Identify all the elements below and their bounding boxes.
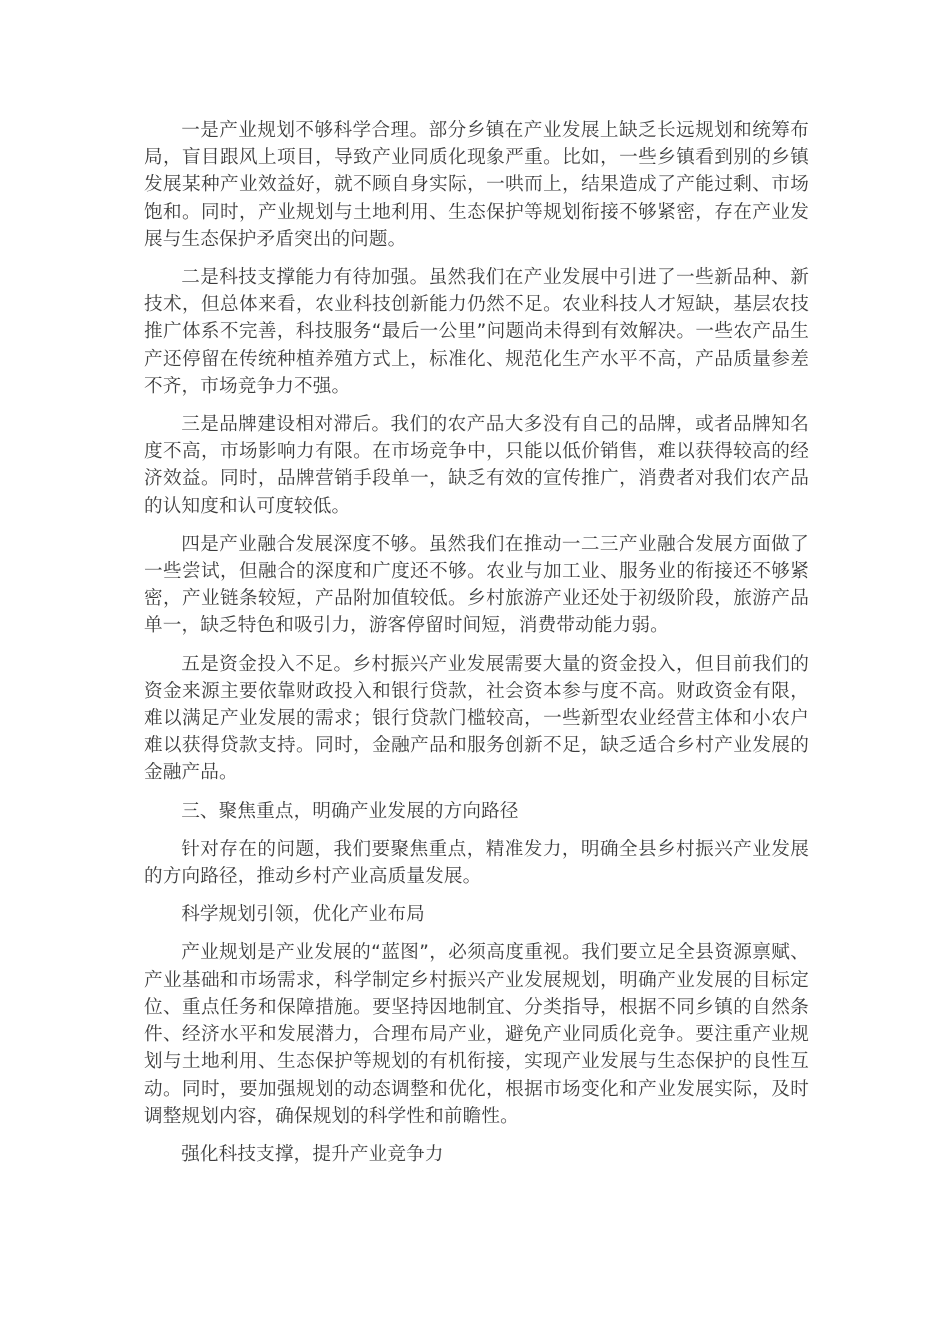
subheading-scientific-planning: 科学规划引领，优化产业布局	[181, 904, 425, 926]
paragraph-industry-integration: 四是产业融合发展深度不够。虽然我们在推动一二三产业融合发展方面做了一些尝试，但融合的深度和广度还不够。农业与加工业、服务业的衔接还不够紧密，产业链条较短，产品附加值较低。乡村旅游产业还处于初级阶段，旅游产品单一，缺乏特色和吸引力，游客停留时间短，消费带动能力弱。	[144, 533, 809, 637]
paragraph-brand-building: 三是品牌建设相对滞后。我们的农产品大多没有自己的品牌，或者品牌知名度不高，市场影响力有限。在市场竞争中，只能以低价销售，难以获得较高的经济效益。同时，品牌营销手段单一，缺乏有效的宣传推广，消费者对我们农产品的认知度和认可度较低。	[144, 414, 809, 517]
paragraph-scientific-planning-body: 产业规划是产业发展的“蓝图”，必须高度重视。我们要立足全县资源禀赋、产业基础和市场需求，科学制定乡村振兴产业发展规划，明确产业发展的目标定位、重点任务和保障措施。要坚持因地制宜、分类指导，根据不同乡镇的自然条件、经济水平和发展潜力，合理布局产业，避免产业同质化竞争。要注重产业规划与土地利用、生态保护等规划的有机衔接，实现产业发展与生态保护的良性互动。同时，要加强规划的动态调整和优化，根据市场变化和产业发展实际，及时调整规划内容，确保规划的科学性和前瞻性。	[144, 942, 809, 1127]
paragraph-technology-support: 二是科技支撑能力有待加强。虽然我们在产业发展中引进了一些新品种、新技术，但总体来看，农业科技创新能力仍然不足。农业科技人才短缺，基层农技推广体系不完善，科技服务“最后一公里”问题尚未得到有效解决。一些农产品生产还停留在传统种植养殖方式上，标准化、规范化生产水平不高，产品质量参差不齐，市场竞争力不强。	[144, 267, 809, 397]
subheading-strengthen-technology: 强化科技支撑，提升产业竞争力	[181, 1143, 444, 1165]
paragraph-industry-planning: 一是产业规划不够科学合理。部分乡镇在产业发展上缺乏长远规划和统筹布局，盲目跟风上项目，导致产业同质化现象严重。比如，一些乡镇看到别的乡镇发展某种产业效益好，就不顾自身实际，一哄而上，结果造成了产能过剩、市场饱和。同时，产业规划与土地利用、生态保护等规划衔接不够紧密，存在产业发展与生态保护矛盾突出的问题。	[144, 120, 809, 250]
paragraph-capital-investment: 五是资金投入不足。乡村振兴产业发展需要大量的资金投入，但目前我们的资金来源主要依靠财政投入和银行贷款，社会资本参与度不高。财政资金有限，难以满足产业发展的需求；银行贷款门槛较高，一些新型农业经营主体和小农户难以获得贷款支持。同时，金融产品和服务创新不足，缺乏适合乡村产业发展的金融产品。	[144, 653, 809, 784]
paragraph-section-three-intro: 针对存在的问题，我们要聚焦重点，精准发力，明确全县乡村振兴产业发展的方向路径，推动乡村产业高质量发展。	[144, 838, 809, 888]
section-heading-three: 三、聚焦重点，明确产业发展的方向路径	[181, 800, 519, 822]
document-body	[144, 117, 809, 1168]
